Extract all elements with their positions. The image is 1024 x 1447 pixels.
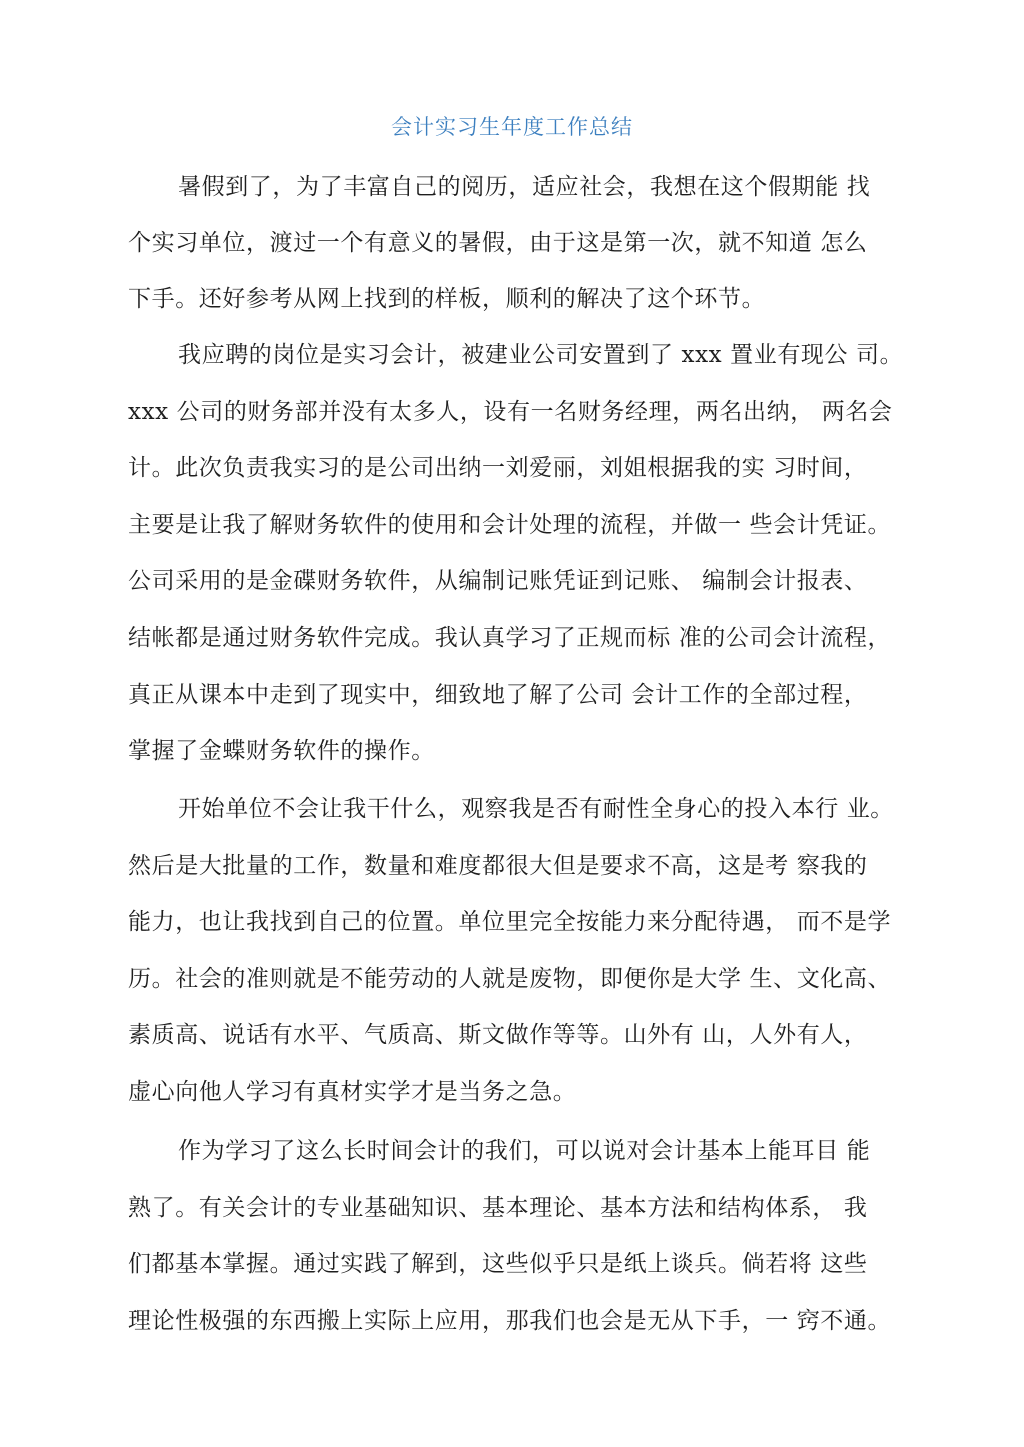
paragraph-line: 主要是让我了解财务软件的使用和会计处理的流程，并做一 些会计凭证。 <box>128 512 892 538</box>
paragraph-line: 暑假到了，为了丰富自己的阅历，适应社会，我想在这个假期能 找 <box>178 174 871 200</box>
paragraph-line: 下手。还好参考从网上找到的样板，顺利的解决了这个环节。 <box>128 286 766 312</box>
paragraph-line: 能力，也让我找到自己的位置。单位里完全按能力来分配待遇， 而不是学 <box>128 909 892 935</box>
paragraph-line: 理论性极强的东西搬上实际上应用，那我们也会是无从下手，一 窍不通。 <box>128 1308 892 1334</box>
paragraph-line: 结帐都是通过财务软件完成。我认真学习了正规而标 准的公司会计流程， <box>128 625 892 651</box>
paragraph-line: 作为学习了这么长时间会计的我们，可以说对会计基本上能耳目 能 <box>178 1138 871 1164</box>
paragraph-line: 熟了。有关会计的专业基础知识、基本理论、基本方法和结构体系， 我 <box>128 1195 868 1221</box>
paragraph-line: 开始单位不会让我干什么，观察我是否有耐性全身心的投入本行 业。 <box>178 796 894 822</box>
paragraph-line: 历。社会的准则就是不能劳动的人就是废物，即便你是大学 生、文化高、 <box>128 966 892 992</box>
paragraph-line: 素质高、说话有水平、气质高、斯文做作等等。山外有 山，人外有人， <box>128 1022 868 1048</box>
document-title: 会计实习生年度工作总结 <box>391 115 633 139</box>
paragraph-line: 然后是大批量的工作，数量和难度都很大但是要求不高，这是考 察我的 <box>128 853 868 879</box>
paragraph-line: 们都基本掌握。通过实践了解到，这些似乎只是纸上谈兵。倘若将 这些 <box>128 1251 868 1277</box>
paragraph-line: 我应聘的岗位是实习会计，被建业公司安置到了 xxx 置业有现公 司。 <box>178 342 904 368</box>
paragraph-line: 真正从课本中走到了现实中，细致地了解了公司 会计工作的全部过程， <box>128 682 868 708</box>
paragraph-line: 个实习单位，渡过一个有意义的暑假，由于这是第一次，就不知道 怎么 <box>128 230 868 256</box>
paragraph-line: 公司采用的是金碟财务软件，从编制记账凭证到记账、 编制会计报表、 <box>128 568 868 594</box>
paragraph-line: 掌握了金蝶财务软件的操作。 <box>128 738 435 764</box>
paragraph-line: xxx 公司的财务部并没有太多人，设有一名财务经理，两名出纳， 两名会 <box>128 399 893 425</box>
paragraph-line: 计。此次负责我实习的是公司出纳一刘爱丽，刘姐根据我的实 习时间， <box>128 455 868 481</box>
paragraph-line: 虚心向他人学习有真材实学才是当务之急。 <box>128 1079 577 1105</box>
